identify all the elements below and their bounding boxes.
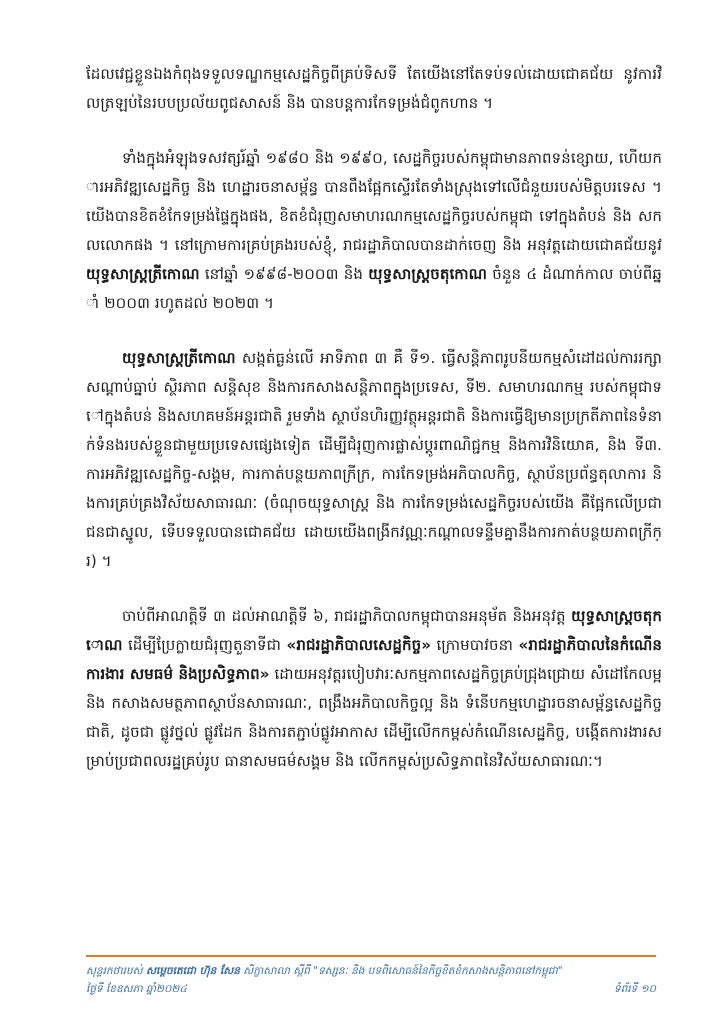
bold-term: «រាជរដ្ឋាភិបាលនៃកំណើន ការងារ សមធម៌ និងប្រសិទ្ធភាព» <box>86 636 662 683</box>
bold-term: «រាជរដ្ឋាភិបាលសេដ្ឋកិច្ច» <box>286 636 431 654</box>
footer-source <box>86 962 563 980</box>
text-run: ក្រោមបាវចនា <box>431 636 519 654</box>
paragraph-2 <box>86 144 662 318</box>
text-run: ដែលវេជ្ជខ្លួនឯងកំពុងទទួលទណ្ឌកម្មសេដ្ឋកិច្ចពីគ្រប់ទិសទី តែយើងនៅតែទប់ទល់ដោយជោគជ័យ នូវការវិលត្រឡប់នៃរបបប្រល័យពូជសាសន៍ និង បានបន្តការកែទម្រង់ជំពូកហាន ។ <box>86 65 662 112</box>
footer-speaker: សម្តេចតេជោ ហ៊ុន សែន <box>146 965 240 977</box>
text-run: ដើម្បីប្រែក្លាយជំរុញតួនាទីជា <box>122 636 287 654</box>
text-run: ចាប់ពីអាណត្តិទី ៣ ដល់អាណត្តិទី ៦, រាជរដ្ឋាភិបាលកម្ពុជាបានអនុម័ត និងអនុវត្ត <box>122 607 572 625</box>
paragraph-4 <box>86 602 662 776</box>
text-run: ចំនួន ៤ ដំណាក់កាល ចាប់ពីឆ្នាំ ២០០៣ រហូតដល់ ២០២៣ ។ <box>86 265 662 312</box>
bold-term: យុទ្ធសាស្ត្រត្រីកោណ <box>86 265 200 283</box>
text-run: ដោយអនុវត្តរបៀបវារៈសកម្មភាពសេដ្ឋកិច្ចគ្រប់ជ្រុងជ្រោយ សំដៅកែលម្អ និង កសាងសមត្ថភាពស្ថាប័នសាធារណៈ, ពង្រឹងអភិបាលកិច្ចល្អ និង ទំនើបកម្មហេដ្ឋារចនាសម្ព័ន្ធសេដ្ឋកិច្ចជាតិ, ដូចជា ផ្លូវថ្នល់ ផ្លូវដែក និងការតភ្ជាប់ផ្លូវអាកាស ដើម្បីលើកកម្ពស់កំណើនសេដ្ឋកិច្ច, បង្កើតការងារសម្រាប់ប្រជាពលរដ្ឋគ្រប់រូប ធានាសមធម៌សង្គម និង លើកកម្ពស់ប្រសិទ្ធភាពនៃវិស័យសាធារណៈ។ <box>86 665 662 770</box>
footer-divider <box>86 955 656 957</box>
footer-row-1 <box>86 962 656 980</box>
body-text <box>86 60 662 802</box>
bold-term: យុទ្ធសាស្ត្រត្រីកោណ <box>122 349 236 367</box>
paragraph-1 <box>86 60 662 118</box>
text-run: ទាំងក្នុងអំឡុងទសវត្សរ៍ឆ្នាំ ១៩៨០ និង ១៩៩០, សេដ្ឋកិច្ចរបស់កម្ពុជាមានភាពទន់ខ្សោយ, ហើយការអភិវឌ្ឍសេដ្ឋកិច្ច និង ហេដ្ឋារចនាសម្ព័ន្ធ បានពឹងផ្អែកស្ទើរតែទាំងស្រុងទៅលើជំនួយរបស់មិត្តបរទេស ។ យើងបានខិតខំកែទម្រង់ផ្ទៃក្នុងផង, ខិតខំជំរុញសមាហរណកម្មសេដ្ឋកិច្ចរបស់កម្ពុជា ទៅក្នុងតំបន់ និង សកលលោកផង ។ នៅក្រោមការគ្រប់គ្រងរបស់ខ្ញុំ, រាជរដ្ឋាភិបាលបានដាក់ចេញ និង អនុវត្តដោយជោគជ័យនូវ <box>86 149 662 254</box>
paragraph-3 <box>86 344 662 576</box>
page-footer <box>86 962 656 998</box>
footer-row-2 <box>86 980 656 998</box>
footer-source-prefix: សុន្ទរកថារបស់ <box>86 965 146 977</box>
bold-term: យុទ្ធសាស្ត្រចតុកោណ <box>86 607 662 654</box>
footer-date: ថ្ងៃទី ខែឧសភា ឆ្នាំ២០២៤ <box>86 983 187 995</box>
bold-term: យុទ្ធសាស្ត្រចតុកោណ <box>368 265 488 283</box>
text-run: នៅឆ្នាំ ១៩៩៨-២០០៣ និង <box>199 265 369 283</box>
footer-event: សិក្ខាសាលា ស្តីពី "ទស្សនៈ និង បទពិសោធន៍នៃកិច្ចខិតខំកសាងសន្តិភាពនៅកម្ពុជា" <box>239 965 563 977</box>
page-number: ទំព័រទី ១០ <box>613 983 656 995</box>
text-run: សង្កត់ធ្ងន់លើ អាទិភាព ៣ គឺ ទី១. ធ្វើសន្តិភាពរូបនីយកម្មសំដៅដល់ការរក្សាសណ្តាប់ធ្នាប់ ស្ថិរភាព សន្តិសុខ និងការកសាងសន្តិភាពក្នុងប្រទេស, ទី២. សមាហរណកម្ម របស់កម្ពុជាទៅក្នុងតំបន់ និងសហគមន៍អន្តរជាតិ រួមទាំង ស្ថាប័នហិរញ្ញវត្ថុអន្តរជាតិ និងការធ្វើឱ្យមានប្រក្រតីភាពនៃទំនាក់ទំនងរបស់ខ្លួនជាមួយប្រទេសផ្សេងទៀត ដើម្បីជំរុញការផ្លាស់ប្តូរពាណិជ្ជកម្ម និងការវិនិយោគ, និង ទី៣. ការអភិវឌ្ឍសេដ្ឋកិច្ច-សង្គម, ការកាត់បន្ថយភាពក្រីក្រ, ការកែទម្រង់អភិបាលកិច្ច, ស្ថាប័នប្រព័ន្ធតុលាការ និងការគ្រប់គ្រងវិស័យសាធារណៈ (ចំណុចយុទ្ធសាស្ត្រ និង ការកែទម្រង់សេដ្ឋកិច្ចរបស់យើង គឺផ្អែកលើប្រជាជនជាស្នូល, ទើបទទួលបានជោគជ័យ ដោយយើងពង្រីកវណ្ណៈកណ្តាលទន្ទឹមគ្នានឹងការកាត់បន្ថយភាពក្រីក្រ) ។ <box>86 349 662 570</box>
